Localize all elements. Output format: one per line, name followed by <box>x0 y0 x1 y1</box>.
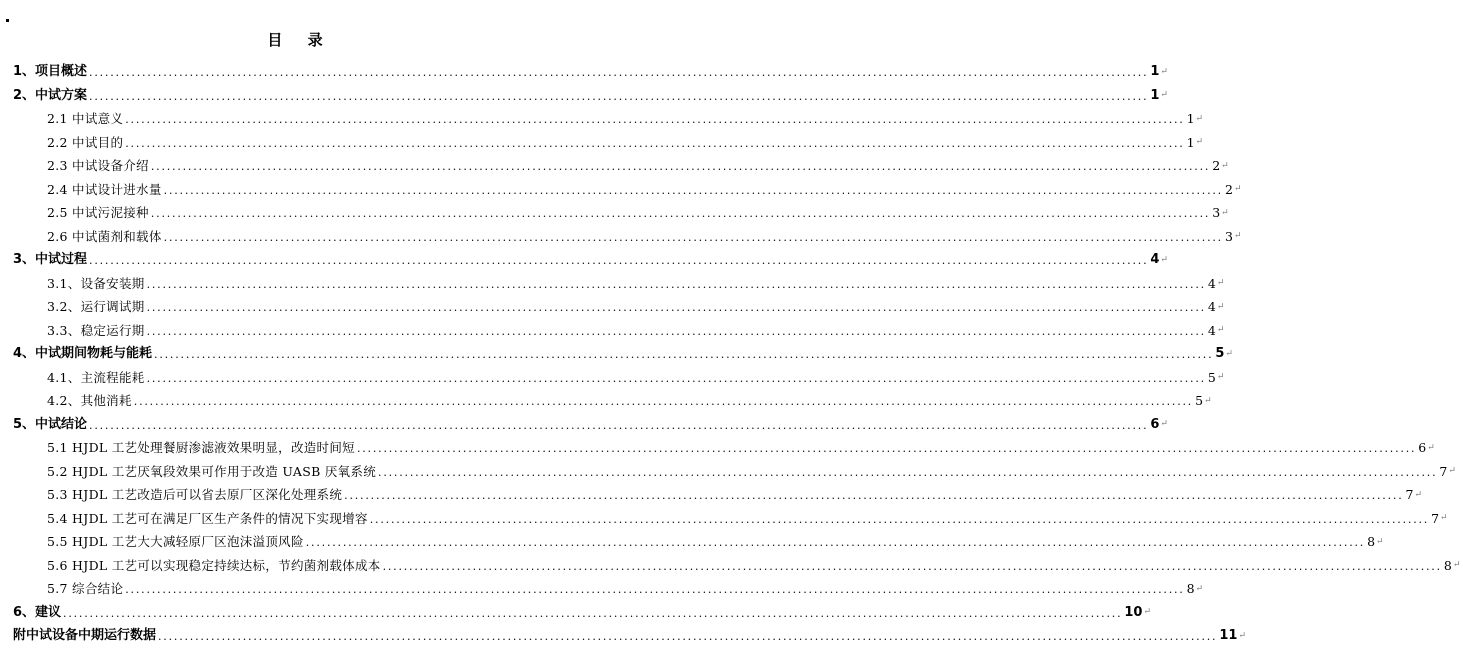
toc-dot-leader: ........................................................................................................................................................................................................ <box>378 465 1438 479</box>
toc-entry-page: 2 <box>1212 158 1221 173</box>
paragraph-return-icon: ↵ <box>1195 583 1204 594</box>
toc-dot-leader: ........................................................................................................................................................................................................ <box>146 277 1206 291</box>
toc-entry-label: 2.2 中试目的 <box>47 134 124 150</box>
paragraph-return-icon: ↵ <box>1195 113 1204 124</box>
toc-entry[interactable] <box>0 272 1225 296</box>
paragraph-return-icon: ↵ <box>1204 395 1212 406</box>
toc-dot-leader: ........................................................................................................................................................................................................ <box>146 324 1206 338</box>
toc-entry-label: 2.4 中试设计进水量 <box>47 181 162 197</box>
toc-entry-label: 5.6 HJDL 工艺可以实现稳定持续达标，节约菌剂载体成本 <box>47 557 381 573</box>
toc-dot-leader: ........................................................................................................................................................................................................ <box>369 512 1430 526</box>
toc-entry[interactable] <box>0 131 1204 155</box>
paragraph-return-icon: ↵ <box>1233 184 1242 195</box>
toc-entry-page: 11 <box>1219 628 1238 643</box>
paragraph-return-icon: ↵ <box>1143 607 1152 618</box>
toc-entry-label: 6、建议 <box>13 604 62 620</box>
toc-entry-page: 3 <box>1224 228 1233 244</box>
toc-entry-label: 4.2、其他消耗 <box>47 393 132 408</box>
toc-dot-leader: ........................................................................................................................................................................................................ <box>150 160 1211 173</box>
paragraph-return-icon: ↵ <box>1440 513 1448 524</box>
toc-entry-page: 10 <box>1124 604 1143 620</box>
toc-entry-page: 5 <box>1215 346 1225 361</box>
toc-entry-label: 2.1 中试意义 <box>47 111 124 126</box>
toc-entry-label: 2、中试方案 <box>13 87 88 103</box>
toc-entry-label: 1、项目概述 <box>13 64 88 79</box>
paragraph-return-icon: ↵ <box>1414 489 1422 500</box>
toc-entry[interactable] <box>0 436 1435 460</box>
toc-entry-page: 5 <box>1207 369 1216 385</box>
toc-entry-page: 7 <box>1431 510 1440 526</box>
toc-dot-leader: ........................................................................................................................................................................................................ <box>344 489 1404 502</box>
toc-entry-page: 2 <box>1224 181 1233 197</box>
toc-entry-label: 附中试设备中期运行数据 <box>13 628 157 643</box>
paragraph-return-icon: ↵ <box>1376 536 1384 547</box>
toc-entry-label: 4、中试期间物耗与能耗 <box>13 346 153 361</box>
toc-entry[interactable] <box>0 483 1422 507</box>
toc-entry-page: 8 <box>1186 581 1195 596</box>
toc-dot-leader: ........................................................................................................................................................................................................ <box>125 583 1185 596</box>
paragraph-return-icon: ↵ <box>1160 90 1168 101</box>
toc-entry[interactable] <box>0 178 1242 202</box>
toc-entry[interactable] <box>0 201 1229 225</box>
toc-dot-leader: ........................................................................................................................................................................................................ <box>89 89 1149 103</box>
toc-dot-leader: ........................................................................................................................................................................................................ <box>163 183 1223 197</box>
toc-entry-page: 4 <box>1207 275 1216 291</box>
paragraph-return-icon: ↵ <box>1225 348 1233 359</box>
toc-entry-page: 6 <box>1150 416 1160 432</box>
toc-entry-label: 2.3 中试设备介绍 <box>47 158 149 173</box>
toc-dot-leader: ........................................................................................................................................................................................................ <box>133 395 1194 408</box>
toc-dot-leader: ........................................................................................................................................................................................................ <box>89 254 1149 267</box>
toc-dot-leader: ........................................................................................................................................................................................................ <box>125 136 1185 150</box>
toc-entry-page: 4 <box>1207 299 1216 314</box>
paragraph-return-icon: ↵ <box>1160 254 1168 265</box>
toc-dot-leader: ........................................................................................................................................................................................................ <box>146 301 1206 314</box>
toc-entry[interactable] <box>0 225 1242 249</box>
toc-dot-leader: ........................................................................................................................................................................................................ <box>305 536 1366 549</box>
paragraph-return-icon: ↵ <box>1448 466 1456 477</box>
toc-dot-leader: ........................................................................................................................................................................................................ <box>89 66 1149 79</box>
toc-entry-page: 7 <box>1439 463 1448 479</box>
toc-entry[interactable] <box>0 460 1456 484</box>
paragraph-return-icon: ↵ <box>1221 207 1229 218</box>
toc-entry-page: 7 <box>1405 487 1414 502</box>
toc-dot-leader: ........................................................................................................................................................................................................ <box>382 559 1442 573</box>
toc-entry-label: 5.7 综合结论 <box>47 581 124 596</box>
paragraph-return-icon: ↵ <box>1238 630 1246 641</box>
toc-entry[interactable] <box>0 577 1204 601</box>
toc-entry[interactable] <box>0 248 1168 272</box>
toc-entry[interactable] <box>0 154 1229 178</box>
toc-dot-leader: ........................................................................................................................................................................................................ <box>63 606 1123 620</box>
toc-entry-page: 1 <box>1186 134 1195 150</box>
toc-entry[interactable] <box>0 530 1384 554</box>
toc-entry-label: 5.4 HJDL 工艺可在满足厂区生产条件的情况下实现增容 <box>47 510 368 526</box>
toc-dot-leader: ........................................................................................................................................................................................................ <box>154 348 1214 361</box>
toc-entry-label: 3.2、运行调试期 <box>47 299 145 314</box>
toc-entry-page: 1 <box>1150 64 1160 79</box>
toc-entry[interactable] <box>0 413 1168 437</box>
toc-entry[interactable] <box>0 84 1168 108</box>
toc-entry-page: 3 <box>1212 205 1221 220</box>
toc-entry-page: 1 <box>1150 87 1160 103</box>
toc-entry[interactable] <box>0 60 1168 84</box>
toc-entry[interactable] <box>0 342 1233 366</box>
paragraph-return-icon: ↵ <box>1160 66 1168 77</box>
toc-entry-label: 2.5 中试污泥接种 <box>47 205 149 220</box>
toc-entry-page: 8 <box>1367 534 1376 549</box>
toc-entry[interactable] <box>0 295 1225 319</box>
toc-entry[interactable] <box>0 319 1225 343</box>
toc-entry[interactable] <box>0 366 1225 390</box>
paragraph-return-icon: ↵ <box>1216 372 1225 383</box>
toc-entry-page: 5 <box>1195 393 1204 408</box>
toc-dot-leader: ........................................................................................................................................................................................................ <box>163 230 1223 244</box>
toc-entry-page: 4 <box>1150 252 1160 267</box>
toc-entry-label: 5.5 HJDL 工艺大大减轻原厂区泡沫溢顶风险 <box>47 534 304 549</box>
toc-entry[interactable] <box>0 107 1204 131</box>
toc-entry-label: 4.1、主流程能耗 <box>47 369 145 385</box>
toc-dot-leader: ........................................................................................................................................................................................................ <box>158 630 1218 643</box>
table-of-contents <box>0 60 1461 648</box>
paragraph-return-icon: ↵ <box>1195 137 1204 148</box>
toc-entry-label: 3.3、稳定运行期 <box>47 322 145 338</box>
toc-entry-page: 6 <box>1418 440 1427 455</box>
paragraph-return-icon: ↵ <box>1216 301 1225 312</box>
toc-entry-label: 5、中试结论 <box>13 416 88 432</box>
paragraph-mark <box>6 19 9 22</box>
toc-dot-leader: ........................................................................................................................................................................................................ <box>356 442 1417 455</box>
toc-dot-leader: ........................................................................................................................................................................................................ <box>150 207 1211 220</box>
toc-entry-label: 3、中试过程 <box>13 252 88 267</box>
toc-title: 目 录 <box>267 31 333 49</box>
toc-entry[interactable] <box>0 507 1448 531</box>
toc-entry[interactable] <box>0 554 1461 578</box>
toc-entry-label: 2.6 中试菌剂和载体 <box>47 228 162 244</box>
toc-entry-page: 8 <box>1443 557 1452 573</box>
paragraph-return-icon: ↵ <box>1427 442 1435 453</box>
toc-entry[interactable] <box>0 601 1152 625</box>
toc-entry-page: 4 <box>1207 322 1216 338</box>
paragraph-return-icon: ↵ <box>1160 419 1168 430</box>
paragraph-return-icon: ↵ <box>1452 560 1461 571</box>
toc-dot-leader: ........................................................................................................................................................................................................ <box>125 113 1185 126</box>
toc-entry-label: 5.3 HJDL 工艺改造后可以省去原厂区深化处理系统 <box>47 487 343 502</box>
toc-entry-label: 5.2 HJDL 工艺厌氧段效果可作用于改造 UASB 厌氧系统 <box>47 463 377 479</box>
toc-dot-leader: ........................................................................................................................................................................................................ <box>89 418 1149 432</box>
toc-entry-label: 5.1 HJDL 工艺处理餐厨渗滤液效果明显，改造时间短 <box>47 440 355 455</box>
paragraph-return-icon: ↵ <box>1216 278 1225 289</box>
toc-entry-page: 1 <box>1186 111 1195 126</box>
paragraph-return-icon: ↵ <box>1216 325 1225 336</box>
toc-dot-leader: ........................................................................................................................................................................................................ <box>146 371 1206 385</box>
toc-entry[interactable] <box>0 389 1212 413</box>
toc-entry-label: 3.1、设备安装期 <box>47 275 145 291</box>
paragraph-return-icon: ↵ <box>1233 231 1242 242</box>
paragraph-return-icon: ↵ <box>1221 160 1229 171</box>
toc-entry[interactable] <box>0 624 1246 648</box>
